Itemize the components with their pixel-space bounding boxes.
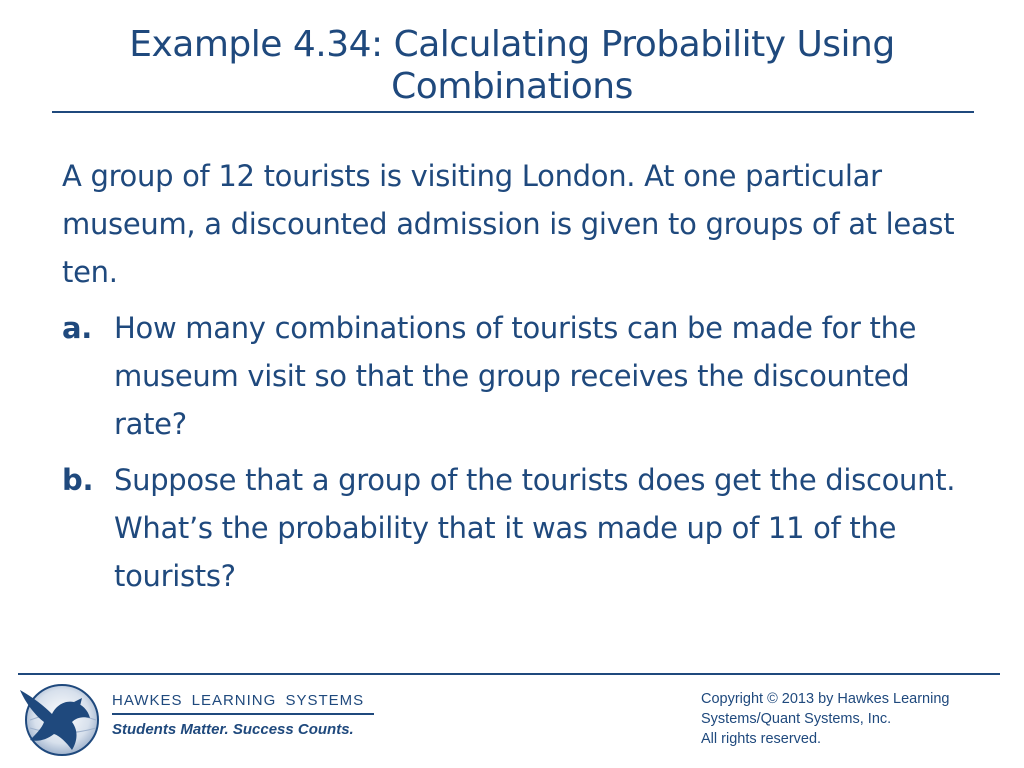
copyright-line-2: Systems/Quant Systems, Inc. bbox=[701, 711, 892, 727]
footer-divider bbox=[18, 673, 1000, 675]
brand-name: HAWKES LEARNING SYSTEMS bbox=[112, 692, 365, 709]
copyright-line-1: Copyright © 2013 by Hawkes Learning bbox=[701, 691, 950, 707]
copyright-notice bbox=[701, 689, 1011, 749]
slide-title bbox=[40, 24, 984, 108]
slide-body bbox=[62, 152, 982, 600]
brand-divider bbox=[112, 713, 374, 715]
question-item-a bbox=[62, 304, 982, 448]
question-text-b: Suppose that a group of the tourists does get the discount. What’s the probability that it was made up of 11 of the tourists? bbox=[114, 463, 956, 593]
slide-title-line-1: Example 4.34: Calculating Probability Using bbox=[129, 24, 895, 65]
title-divider bbox=[52, 111, 974, 113]
question-item-b bbox=[62, 456, 982, 600]
problem-intro: A group of 12 tourists is visiting London. At one particular museum, a discounted admission is given to groups of at least ten. bbox=[62, 159, 955, 289]
question-text-a: How many combinations of tourists can be made for the museum visit so that the group receives the discounted rate? bbox=[114, 311, 917, 441]
hawk-logo-icon bbox=[16, 680, 104, 760]
question-label-b: b. bbox=[62, 463, 94, 497]
brand-tagline: Students Matter. Success Counts. bbox=[112, 721, 354, 738]
slide-title-line-2: Combinations bbox=[391, 66, 633, 107]
copyright-line-3: All rights reserved. bbox=[701, 731, 822, 747]
question-label-a: a. bbox=[62, 311, 92, 345]
